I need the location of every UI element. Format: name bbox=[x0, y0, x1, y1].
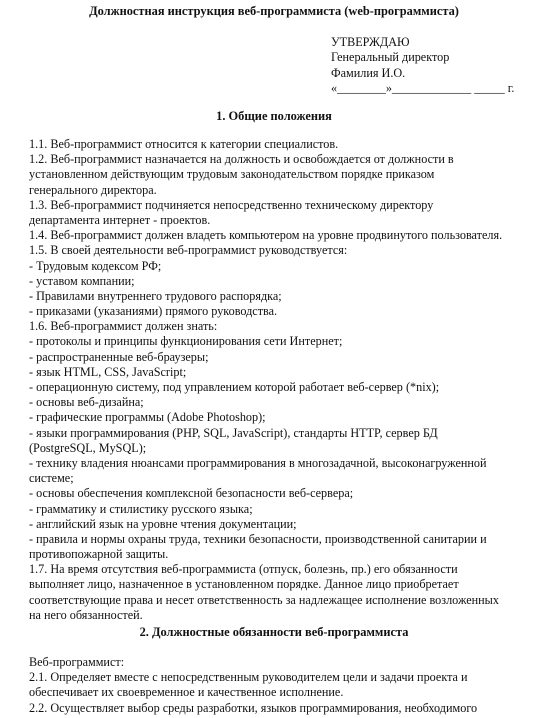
text-line: - уставом компании; bbox=[29, 273, 135, 288]
approval-line-date: «________»_____________ _____ г. bbox=[331, 81, 515, 96]
text-line: 1.6. Веб-программист должен знать: bbox=[29, 319, 218, 334]
text-line: 1.5. В своей деятельности веб-программист руководствуется: bbox=[29, 243, 348, 258]
approval-line-approve: УТВЕРЖДАЮ bbox=[331, 35, 410, 49]
text-line: - языки программирования (PHP, SQL, JavaScript), стандарты HTTP, сервер БД bbox=[29, 425, 438, 440]
text-line: 1.3. Веб-программист подчиняется непосредственно техническому директору bbox=[29, 197, 434, 212]
text-line: 2.2. Осуществляет выбор среды разработки, языков программирования, необходимого bbox=[29, 700, 478, 715]
section-2-heading: 2. Должностные обязанности веб-программиста bbox=[139, 625, 409, 639]
text-line: 2.1. Определяет вместе с непосредственным руководителем цели и задачи проекта и bbox=[29, 670, 468, 685]
text-line: - основы веб-дизайна; bbox=[29, 395, 144, 410]
text-line: 1.1. Веб-программист относится к категории специалистов. bbox=[29, 137, 339, 151]
text-line: - грамматику и стилистику русского языка; bbox=[29, 501, 253, 516]
text-line: 1.7. На время отсутствия веб-программиста (отпуск, болезнь, пр.) его обязанности bbox=[29, 562, 458, 577]
text-line: - приказами (указаниями) прямого руководства. bbox=[29, 304, 278, 319]
text-line: Веб-программист: bbox=[29, 655, 125, 669]
text-line: - протоколы и принципы функционирования сети Интернет; bbox=[29, 334, 343, 349]
text-line: - язык HTML, CSS, JavaScript; bbox=[29, 364, 187, 379]
text-line: системе; bbox=[29, 471, 74, 486]
approval-line-position: Генеральный директор bbox=[331, 50, 450, 65]
text-line: - английский язык на уровне чтения документации; bbox=[29, 516, 297, 531]
text-line: - графические программы (Adobe Photoshop); bbox=[29, 410, 266, 425]
text-line: 1.4. Веб-программист должен владеть компьютером на уровне продвинутого пользователя. bbox=[29, 228, 503, 243]
text-line: - распространенные веб-браузеры; bbox=[29, 349, 209, 364]
text-line: - основы обеспечения комплексной безопасности веб-сервера; bbox=[29, 486, 354, 501]
text-line: выполняет лицо, назначенное в установленном порядке. Данное лицо приобретает bbox=[29, 577, 459, 592]
text-line: - технику владения нюансами программирования в многозадачной, высоконагруженной bbox=[29, 455, 487, 470]
text-line: департамента интернет - проектов. bbox=[29, 212, 211, 227]
text-line: на него обязанностей. bbox=[29, 607, 143, 622]
text-line: обеспечивает их своевременное и качественное исполнение. bbox=[29, 685, 344, 700]
text-line: противопожарной защиты. bbox=[29, 547, 169, 562]
approval-block bbox=[331, 35, 514, 97]
section-2-body bbox=[29, 655, 529, 716]
text-line: 1.2. Веб-программист назначается на должность и освобождается от должности в bbox=[29, 152, 454, 167]
text-line: соответствующие права и несет ответственность за надлежащее исполнение возложенных bbox=[29, 592, 499, 607]
text-line: генерального директора. bbox=[29, 182, 157, 197]
approval-line-name: Фамилия И.О. bbox=[331, 65, 406, 80]
section-1-heading: 1. Общие положения bbox=[216, 109, 332, 123]
document-title: Должностная инструкция веб-программиста (web-программиста) bbox=[89, 4, 459, 18]
text-line: установленном действующим трудовым законодательством порядке приказом bbox=[29, 167, 435, 182]
text-line: - Правилами внутреннего трудового распорядка; bbox=[29, 288, 282, 303]
text-line: - правила и нормы охраны труда, техники безопасности, производственной санитарии и bbox=[29, 531, 487, 546]
text-line: - операционную систему, под управлением которой работает веб-сервер (*nix); bbox=[29, 380, 440, 394]
section-1-body bbox=[29, 137, 529, 623]
text-line: (PostgreSQL, MySQL); bbox=[29, 440, 147, 455]
text-line: - Трудовым кодексом РФ; bbox=[29, 258, 162, 273]
